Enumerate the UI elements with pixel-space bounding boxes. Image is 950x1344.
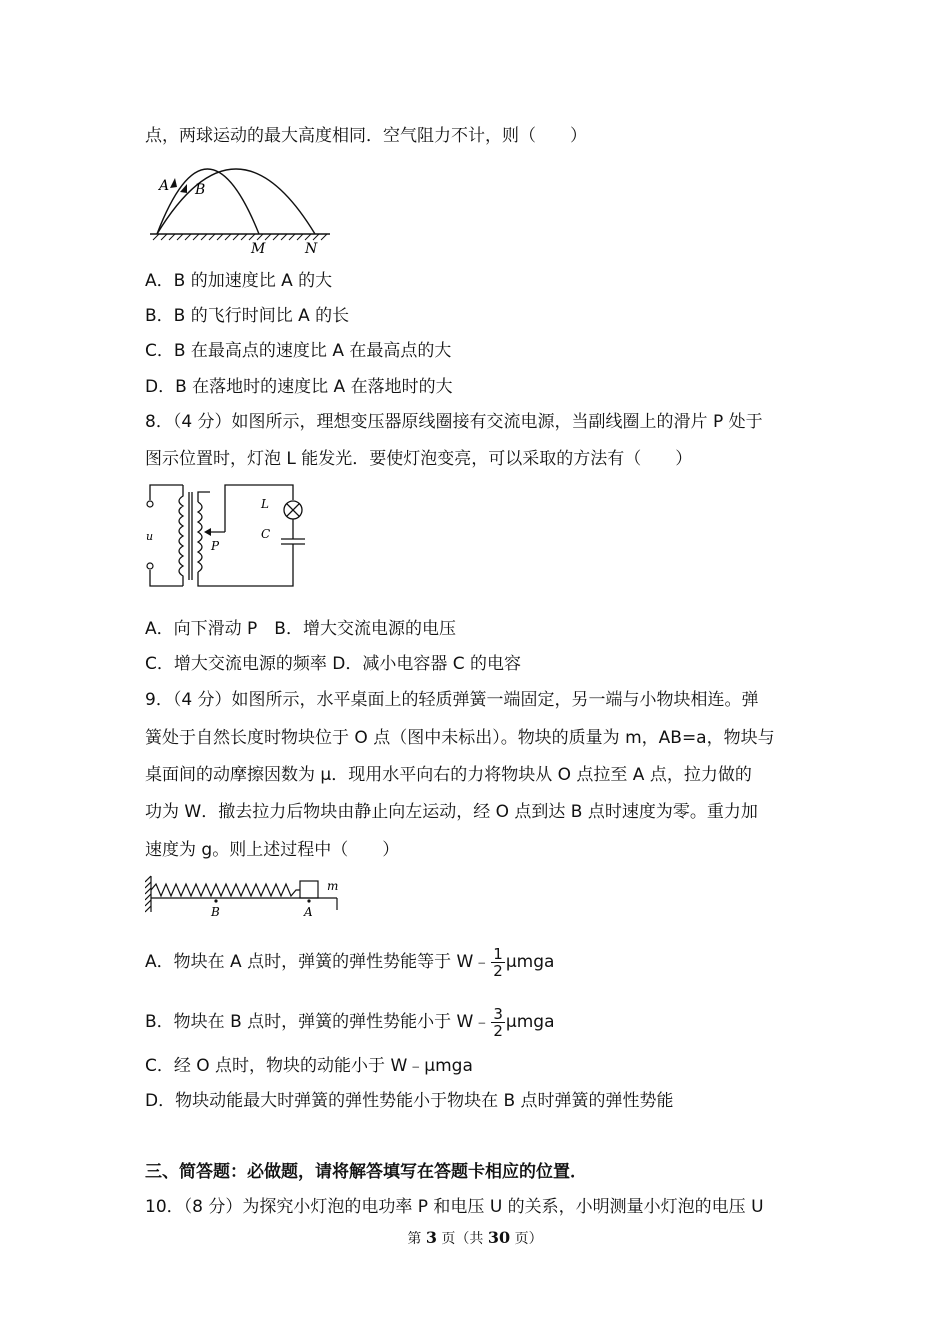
label-b: B	[195, 182, 206, 198]
section-heading: 三、简答题：必做题，请将解答填写在答题卡相应的位置．	[145, 1162, 587, 1182]
q9-option-a	[145, 944, 554, 980]
q9-option-a-prefix: A．物块在 A 点时，弹簧的弹性势能等于 W﹣	[145, 952, 491, 972]
block	[300, 881, 318, 898]
q7-stem-tail: 点，两球运动的最大高度相同．空气阻力不计，则（ ）	[145, 126, 587, 146]
label-l: L	[261, 497, 269, 511]
q10-stem-line1: 10．（8 分）为探究小灯泡的电功率 P 和电压 U 的关系，小明测量小灯泡的电压 U	[145, 1197, 764, 1217]
page-footer: 第 3 页（共 30 页）	[407, 1228, 543, 1247]
q7-option-c: C．B 在最高点的速度比 A 在最高点的大	[145, 341, 452, 361]
spring	[151, 884, 300, 896]
label-u: u	[146, 530, 154, 543]
label-m: m	[327, 879, 339, 893]
label-m: M	[251, 241, 266, 257]
transformer-circuit-figure	[145, 482, 305, 594]
q7-option-b: B．B 的飞行时间比 A 的长	[145, 306, 350, 326]
q7-option-a: A．B 的加速度比 A 的大	[145, 271, 333, 291]
label-c: C	[261, 527, 271, 541]
q9-stem-line5: 速度为 g。则上述过程中（ ）	[145, 840, 400, 860]
label-a: A	[304, 905, 313, 919]
q9-stem-line2: 簧处于自然长度时物块位于 O 点（图中未标出）。物块的质量为 m，AB=a，物块与	[145, 728, 775, 748]
projectile-figure	[145, 160, 345, 260]
total-pages: 30	[487, 1228, 511, 1247]
point-b-icon	[214, 899, 217, 902]
fraction-one-half: $\frac{1}{2}$	[493, 944, 503, 980]
slider-arrow-icon	[204, 528, 211, 536]
terminal-top-icon	[147, 501, 153, 507]
trajectory-b	[157, 169, 315, 234]
q8-stem-line2: 图示位置时，灯泡 L 能发光．要使灯泡变亮，可以采取的方法有（ ）	[145, 449, 693, 469]
q9-stem-line1: 9．（4 分）如图所示，水平桌面上的轻质弹簧一端固定，另一端与小物块相连。弹	[145, 690, 759, 710]
q8-options-line2: C．增大交流电源的频率 D．减小电容器 C 的电容	[145, 654, 522, 674]
spring-block-figure	[145, 874, 345, 920]
q9-option-b	[145, 1004, 555, 1040]
q9-stem-line4: 功为 W．撤去拉力后物块由静止向左运动，经 O 点到达 B 点时速度为零。重力加	[145, 802, 758, 822]
label-p: P	[211, 539, 220, 553]
point-a-icon	[307, 899, 310, 902]
q9-option-a-suffix: μmga	[505, 952, 555, 972]
arrow-b-icon	[180, 184, 187, 193]
q9-option-c: C．经 O 点时，物块的动能小于 W﹣μmga	[145, 1056, 473, 1076]
q9-option-b-suffix: μmga	[505, 1012, 555, 1032]
q7-option-d: D．B 在落地时的速度比 A 在落地时的大	[145, 377, 453, 397]
q9-option-d: D．物块动能最大时弹簧的弹性势能小于物块在 B 点时弹簧的弹性势能	[145, 1091, 674, 1111]
current-page: 3	[425, 1228, 437, 1247]
label-a: A	[159, 178, 170, 194]
q8-options-line1: A．向下滑动 P B．增大交流电源的电压	[145, 619, 456, 639]
label-n: N	[305, 241, 318, 257]
q9-option-b-prefix: B．物块在 B 点时，弹簧的弹性势能小于 W﹣	[145, 1012, 491, 1032]
trajectory-a	[157, 169, 259, 234]
terminal-bottom-icon	[147, 563, 153, 569]
q9-stem-line3: 桌面间的动摩擦因数为 μ．现用水平向右的力将物块从 O 点拉至 A 点，拉力做的	[145, 765, 752, 785]
label-b: B	[211, 905, 220, 919]
q8-stem-line1: 8．（4 分）如图所示，理想变压器原线圈接有交流电源，当副线圈上的滑片 P 处于	[145, 412, 763, 432]
fraction-three-halves: $\frac{3}{2}$	[493, 1004, 503, 1040]
arrow-a-icon	[170, 178, 177, 188]
